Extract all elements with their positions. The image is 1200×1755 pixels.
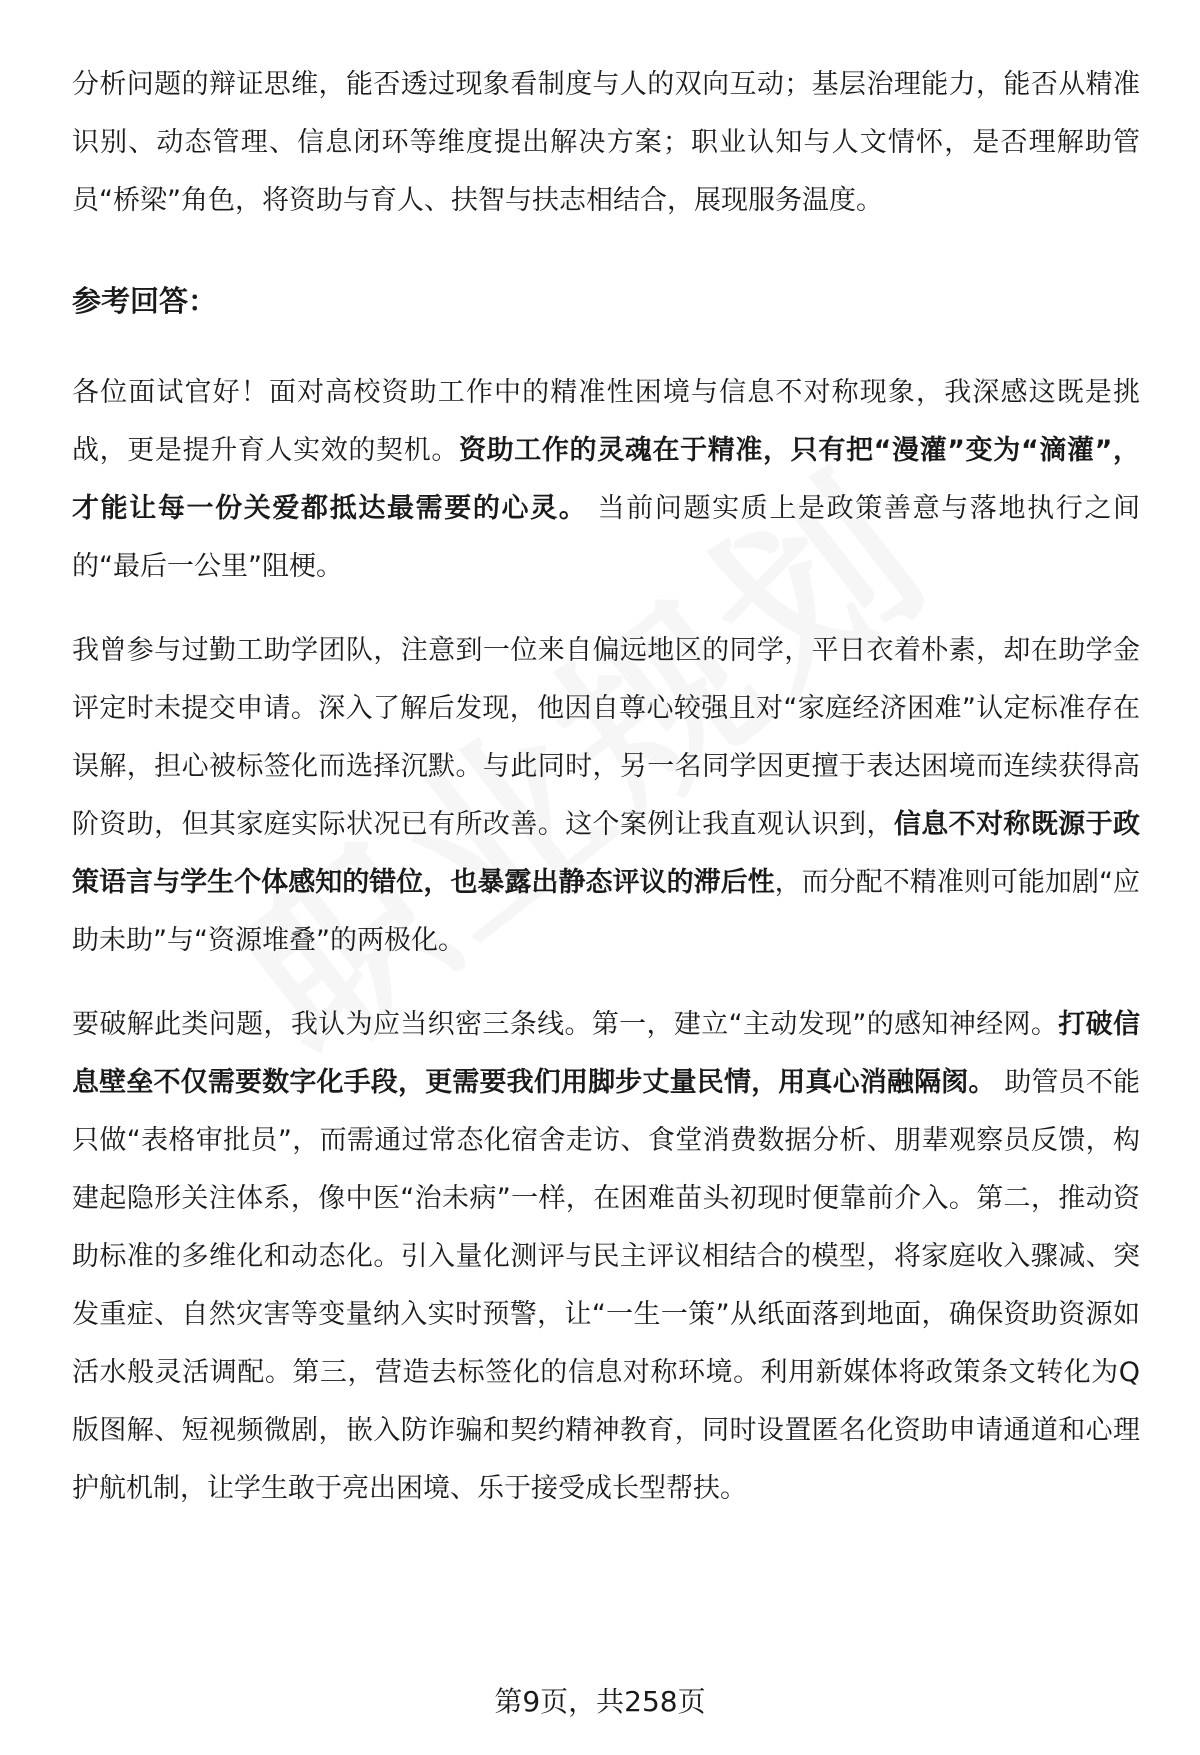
paragraph-2-text-a: 我曾参与过勤工助学团队，注意到一位来自偏远地区的同学，平日衣着朴素，却在助学金评定时未提交申请。深入了解后发现，他因自尊心较强且对“家庭经济困难”认定标准存在误解，担心被标签化而选择沉默。与此同时，另一名同学因更擅于表达困境而连续获得高阶资助，但其家庭实际状况已有所改善。这个案例让我直观认识到， xyxy=(72,635,1140,840)
paragraph-3-text-a: 要破解此类问题，我认为应当织密三条线。第一，建立“主动发现”的感知神经网。 xyxy=(72,1009,1059,1040)
paragraph-3-bold: 打破信息壁垒不仅需要数字化手段，更需要我们用脚步丈量民情，用真心消融隔阂。 xyxy=(72,1009,1140,1098)
section-heading: 参考回答： xyxy=(72,284,218,318)
paragraph-2 xyxy=(72,622,1140,970)
document-body xyxy=(72,56,1140,1544)
paragraph-1-text-a: 各位面试官好！面对高校资助工作中的精准性困境与信息不对称现象，我深感这既是挑战，更是提升育人实效的契机。 xyxy=(72,377,1140,466)
paragraph-3 xyxy=(72,996,1140,1518)
paragraph-3-text-c: 助管员不能只做“表格审批员”，而需通过常态化宿舍走访、食堂消费数据分析、朋辈观察员反馈，构建起隐形关注体系，像中医“治未病”一样，在困难苗头初现时便靠前介入。第二，推动资助标准的多维化和动态化。引入量化测评与民主评议相结合的模型，将家庭收入骤减、突发重症、自然灾害等变量纳入实时预警，让“一生一策”从纸面落到地面，确保资助资源如活水般灵活调配。第三，营造去标签化的信息对称环境。利用新媒体将政策条文转化为Q版图解、短视频微剧，嵌入防诈骗和契约精神教育，同时设置匿名化资助申请通道和心理护航机制，让学生敢于亮出困境、乐于接受成长型帮扶。 xyxy=(72,1067,1140,1504)
page-number: 第9页，共258页 xyxy=(494,1685,706,1718)
intro-paragraph: 分析问题的辩证思维，能否透过现象看制度与人的双向互动；基层治理能力，能否从精准识别、动态管理、信息闭环等维度提出解决方案；职业认知与人文情怀，是否理解助管员“桥梁”角色，将资助与育人、扶智与扶志相结合，展现服务温度。 xyxy=(72,69,1140,216)
paragraph-2-bold: 信息不对称既源于政策语言与学生个体感知的错位，也暴露出静态评议的滞后性 xyxy=(72,809,1141,898)
paragraph-1-bold: 资助工作的灵魂在于精准，只有把“漫灌”变为“滴灌”，才能让每一份关爱都抵达最需要的心灵。 xyxy=(72,435,1140,524)
paragraph-1-text-c: 当前问题实质上是政策善意与落地执行之间的“最后一公里”阻梗。 xyxy=(72,493,1140,582)
paragraph-1 xyxy=(72,364,1140,596)
paragraph-2-text-c: ，而分配不精准则可能加剧“应助未助”与“资源堆叠”的两极化。 xyxy=(72,867,1140,956)
